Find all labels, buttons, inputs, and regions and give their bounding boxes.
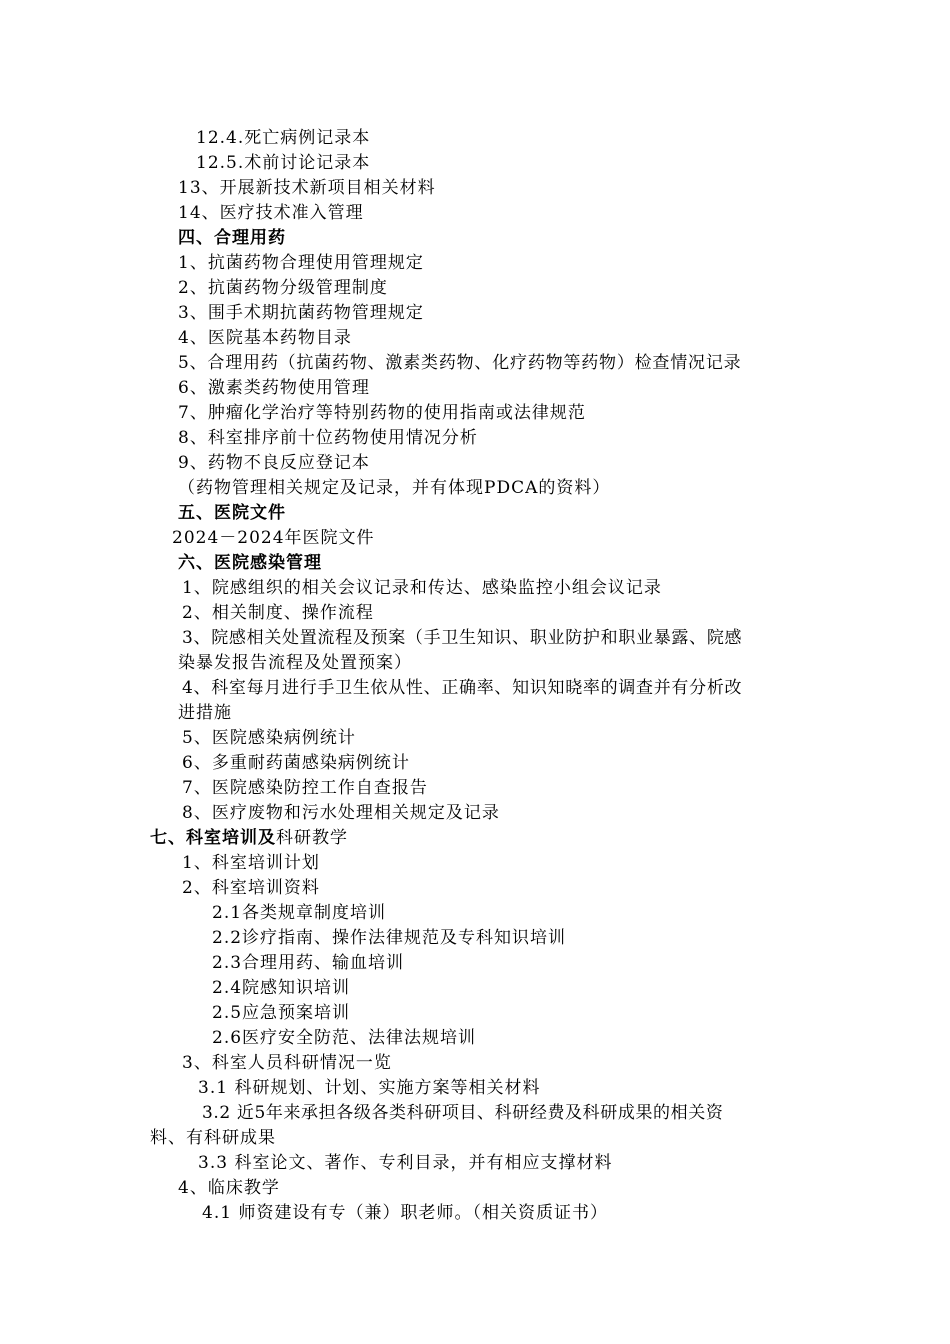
item-7-2-5: 2.5应急预案培训 bbox=[212, 1003, 351, 1023]
item-7-1: 1、科室培训计划 bbox=[182, 853, 320, 873]
item-4-8: 8、科室排序前十位药物使用情况分析 bbox=[178, 428, 478, 448]
item-4-3: 3、围手术期抗菌药物管理规定 bbox=[178, 303, 424, 323]
section-heading-7-rest: 科研教学 bbox=[276, 828, 348, 848]
item-7-2-3: 2.3合理用药、输血培训 bbox=[212, 953, 405, 973]
item-7-3-1: 3.1 科研规划、计划、实施方案等相关材料 bbox=[198, 1078, 541, 1098]
section-heading-4: 四、合理用药 bbox=[178, 228, 286, 248]
item-14: 14、医疗技术准入管理 bbox=[178, 203, 364, 223]
item-4-4: 4、医院基本药物目录 bbox=[178, 328, 352, 348]
item-4-2: 2、抗菌药物分级管理制度 bbox=[178, 278, 388, 298]
item-13: 13、开展新技术新项目相关材料 bbox=[178, 178, 436, 198]
item-6-7: 7、医院感染防控工作自查报告 bbox=[182, 778, 428, 798]
item-12-4: 12.4.死亡病例记录本 bbox=[196, 128, 371, 148]
section-heading-6: 六、医院感染管理 bbox=[178, 553, 322, 573]
item-6-5: 5、医院感染病例统计 bbox=[182, 728, 356, 748]
item-6-4-cont: 进措施 bbox=[178, 703, 232, 723]
section-heading-7 bbox=[150, 827, 348, 849]
item-7-2-1: 2.1各类规章制度培训 bbox=[212, 903, 387, 923]
item-12-5: 12.5.术前讨论记录本 bbox=[196, 153, 371, 173]
item-6-1: 1、院感组织的相关会议记录和传达、感染监控小组会议记录 bbox=[182, 578, 662, 598]
item-5-year: 2024－2024年医院文件 bbox=[172, 528, 375, 548]
item-6-6: 6、多重耐药菌感染病例统计 bbox=[182, 753, 410, 773]
item-7-3-3: 3.3 科室论文、著作、专利目录，并有相应支撑材料 bbox=[198, 1153, 613, 1173]
item-4-6: 6、激素类药物使用管理 bbox=[178, 378, 370, 398]
item-6-8: 8、医疗废物和污水处理相关规定及记录 bbox=[182, 803, 500, 823]
item-6-2: 2、相关制度、操作流程 bbox=[182, 603, 374, 623]
section-heading-7-bold: 七、科室培训及 bbox=[150, 828, 276, 848]
item-7-4-1: 4.1 师资建设有专（兼）职老师。（相关资质证书） bbox=[202, 1203, 608, 1223]
item-7-2-4: 2.4院感知识培训 bbox=[212, 978, 351, 998]
item-4-9: 9、药物不良反应登记本 bbox=[178, 453, 370, 473]
item-4-1: 1、抗菌药物合理使用管理规定 bbox=[178, 253, 424, 273]
item-7-2-6: 2.6医疗安全防范、法律法规培训 bbox=[212, 1028, 477, 1048]
note-pdca: （药物管理相关规定及记录，并有体现PDCA的资料） bbox=[178, 478, 611, 498]
item-6-3: 3、院感相关处置流程及预案（手卫生知识、职业防护和职业暴露、院感 bbox=[182, 628, 743, 648]
item-4-5: 5、合理用药（抗菌药物、激素类药物、化疗药物等药物）检查情况记录 bbox=[178, 353, 742, 373]
item-7-4: 4、临床教学 bbox=[178, 1178, 280, 1198]
item-6-3-cont: 染暴发报告流程及处置预案） bbox=[178, 653, 412, 673]
item-6-4: 4、科室每月进行手卫生依从性、正确率、知识知晓率的调查并有分析改 bbox=[182, 678, 743, 698]
item-4-7: 7、肿瘤化学治疗等特别药物的使用指南或法律规范 bbox=[178, 403, 586, 423]
item-7-3-2-cont: 料、有科研成果 bbox=[150, 1128, 276, 1148]
item-7-3: 3、科室人员科研情况一览 bbox=[182, 1053, 392, 1073]
item-7-3-2: 3.2 近5年来承担各级各类科研项目、科研经费及科研成果的相关资 bbox=[202, 1103, 724, 1123]
section-heading-5: 五、医院文件 bbox=[178, 503, 286, 523]
item-7-2: 2、科室培训资料 bbox=[182, 878, 320, 898]
item-7-2-2: 2.2诊疗指南、操作法律规范及专科知识培训 bbox=[212, 928, 567, 948]
